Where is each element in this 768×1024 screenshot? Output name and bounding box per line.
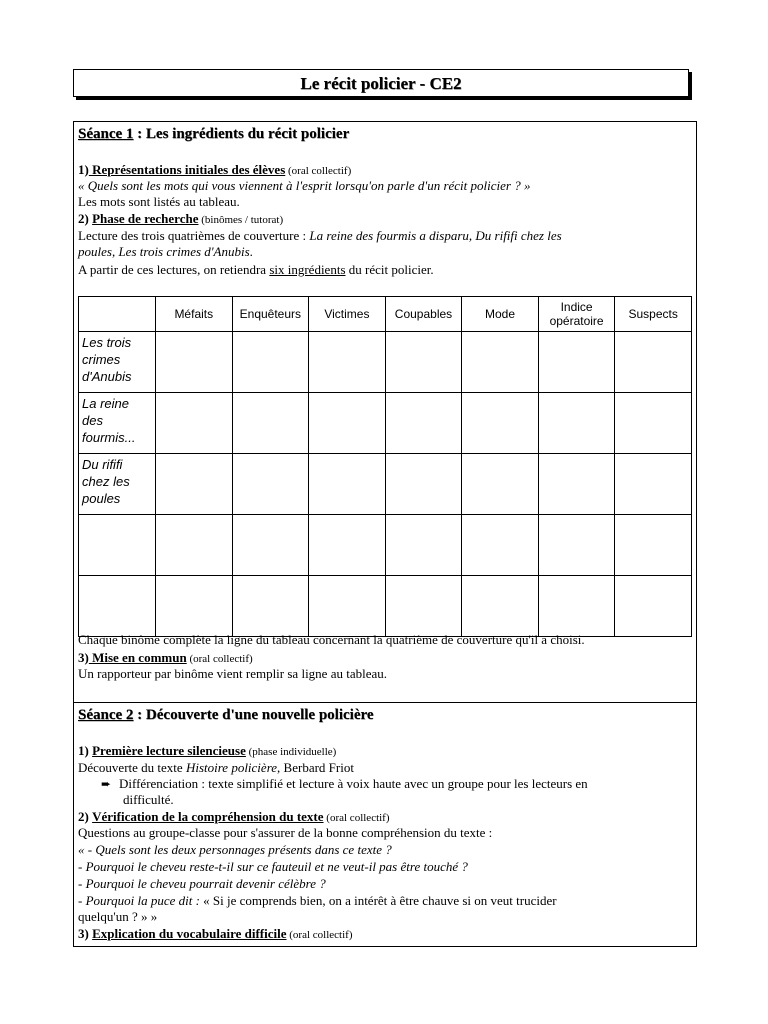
step-1-result: Les mots sont listés au tableau.	[78, 194, 240, 209]
step-2-title: Phase de recherche	[92, 211, 199, 226]
table-cell	[232, 515, 309, 576]
table-row	[79, 393, 692, 454]
table-cell	[538, 393, 615, 454]
header-enqueteurs: Enquêteurs	[232, 297, 309, 332]
table-cell	[615, 332, 692, 393]
table-cell	[156, 332, 233, 393]
s2-step-1-title: Première lecture silencieuse	[92, 743, 246, 758]
step-2-line-1	[78, 228, 562, 244]
table-cell	[538, 576, 615, 637]
after-table-text: Chaque binôme complète la ligne du tableau concernant la quatrième de couverture qu'il a choisi.	[78, 632, 585, 647]
differenciation-bullet	[101, 776, 588, 792]
six-ingredients: six ingrédients	[269, 262, 346, 277]
table-cell	[462, 393, 539, 454]
step-2-heading	[78, 211, 283, 228]
step-1-title: Représentations initiales des élèves	[88, 162, 286, 177]
step-1-question: « Quels sont les mots qui vous viennent à l'esprit lorsqu'on parle d'un récit policier ? »	[78, 178, 531, 193]
step-2-titles-cont: poules, Les trois crimes d'Anubis	[78, 244, 250, 259]
table-cell	[232, 576, 309, 637]
question-4	[78, 893, 557, 909]
question-3: - Pourquoi le cheveu pourrait devenir célèbre ?	[78, 876, 326, 891]
step-2-note: (binômes / tutorat)	[198, 214, 284, 226]
seance-1-label: Séance 1	[78, 126, 134, 142]
step-1-note: (oral collectif)	[285, 165, 352, 177]
s2-step-1-text	[78, 760, 354, 776]
seance-1-title: : Les ingrédients du récit policier	[133, 126, 350, 142]
row-label-line: des	[82, 413, 103, 428]
row-label-line: chez les	[82, 474, 130, 489]
step-3-title: Mise en commun	[88, 650, 187, 665]
question-4-a: - Pourquoi la puce dit :	[78, 893, 204, 908]
table-cell	[385, 393, 462, 454]
bullet-line-2: difficulté.	[123, 792, 174, 807]
page-title: Le récit policier - CE2	[73, 69, 689, 97]
header-mode: Mode	[462, 297, 539, 332]
seance-1-heading	[78, 126, 349, 142]
row-label-line: fourmis...	[82, 430, 136, 445]
step-2-line-3-c: du récit policier.	[345, 262, 434, 277]
s2-step-1-text-a: Découverte du texte	[78, 760, 186, 775]
s2-step-1-heading	[78, 743, 336, 760]
question-4-b: « Si je comprends bien, on a intérêt à être chauve si on veut trucider	[203, 893, 557, 908]
step-2-line-2-end: .	[249, 244, 253, 259]
bullet-line-1: Différenciation : texte simplifié et lecture à voix haute avec un groupe pour les lecteurs en	[119, 776, 588, 791]
header-suspects: Suspects	[615, 297, 692, 332]
table-cell	[309, 515, 386, 576]
row-label-line: d'Anubis	[82, 369, 132, 384]
table-cell	[538, 515, 615, 576]
step-3-text: Un rapporteur par binôme vient remplir sa ligne au tableau.	[78, 666, 388, 681]
table-cell	[232, 393, 309, 454]
step-1-heading	[78, 162, 351, 179]
row-label-line: Les trois	[82, 335, 132, 350]
seance-2-label: Séance 2	[78, 707, 134, 723]
table-cell	[309, 393, 386, 454]
table-corner-cell	[79, 297, 156, 332]
row-label-reine-fourmis	[79, 393, 156, 454]
table-row	[79, 515, 692, 576]
arrow-bullet-icon: ➨	[101, 777, 112, 791]
step-2-line-2	[78, 244, 253, 260]
table-cell	[385, 515, 462, 576]
header-victimes: Victimes	[309, 297, 386, 332]
s2-step-3-number: 3)	[78, 926, 89, 941]
seance-2-section	[73, 703, 697, 947]
step-3-note: (oral collectif)	[186, 653, 253, 665]
row-label-line: crimes	[82, 352, 121, 367]
step-2-line-1-text: Lecture des trois quatrièmes de couverture :	[78, 228, 310, 243]
s2-step-2-heading	[78, 809, 390, 826]
s2-step-1-number: 1)	[78, 743, 89, 758]
seance-2-title: : Découverte d'une nouvelle policière	[133, 707, 374, 723]
s2-step-1-note: (phase individuelle)	[245, 746, 337, 758]
table-cell	[156, 515, 233, 576]
seance-2-heading	[78, 707, 374, 723]
ingredients-table	[78, 296, 692, 637]
question-1: « - Quels sont les deux personnages présents dans ce texte ?	[78, 842, 392, 857]
table-cell	[232, 332, 309, 393]
row-label-empty	[79, 576, 156, 637]
table-cell	[156, 576, 233, 637]
question-4-line-2: quelqu'un ? » »	[78, 909, 158, 924]
book-title: Histoire policière	[185, 760, 278, 775]
table-row	[79, 576, 692, 637]
step-2-number: 2)	[78, 211, 89, 226]
row-label-empty	[79, 515, 156, 576]
row-label-anubis	[79, 332, 156, 393]
table-cell	[232, 454, 309, 515]
s2-step-3-heading	[78, 926, 352, 943]
s2-step-3-note: (oral collectif)	[286, 929, 353, 941]
table-cell	[615, 515, 692, 576]
table-cell	[462, 454, 539, 515]
step-2-line-3-a: A partir de ces lectures, on retiendra	[78, 262, 270, 277]
step-2-line-3	[78, 262, 434, 278]
table-cell	[385, 332, 462, 393]
table-cell	[615, 576, 692, 637]
table-row	[79, 332, 692, 393]
step-3-number: 3)	[78, 650, 89, 665]
table-cell	[538, 454, 615, 515]
s2-step-2-intro: Questions au groupe-classe pour s'assurer de la bonne compréhension du texte :	[78, 825, 493, 840]
header-indice-operatoire	[538, 297, 615, 332]
s2-step-2-title: Vérification de la compréhension du texte	[92, 809, 324, 824]
s2-step-1-text-c: , Berbard Friot	[277, 760, 354, 775]
table-cell	[615, 454, 692, 515]
s2-step-2-note: (oral collectif)	[323, 812, 390, 824]
table-header-row	[79, 297, 692, 332]
table-cell	[462, 515, 539, 576]
table-cell	[538, 332, 615, 393]
row-label-line: Du rififi	[82, 457, 123, 472]
table-cell	[462, 576, 539, 637]
seance-1-section	[73, 121, 697, 703]
table-cell	[156, 393, 233, 454]
table-cell	[309, 576, 386, 637]
table-cell	[156, 454, 233, 515]
step-3-heading	[78, 650, 253, 667]
row-label-rififi	[79, 454, 156, 515]
step-1-number: 1)	[78, 162, 89, 177]
s2-step-3-title: Explication du vocabulaire difficile	[92, 926, 287, 941]
header-coupables: Coupables	[385, 297, 462, 332]
table-cell	[309, 454, 386, 515]
s2-step-2-number: 2)	[78, 809, 89, 824]
table-cell	[462, 332, 539, 393]
question-2: - Pourquoi le cheveu reste-t-il sur ce fauteuil et ne veut-il pas être touché ?	[78, 859, 468, 874]
table-row	[79, 454, 692, 515]
table-cell	[615, 393, 692, 454]
table-cell	[309, 332, 386, 393]
row-label-line: La reine	[82, 396, 129, 411]
header-mefaits: Méfaits	[156, 297, 233, 332]
table-cell	[385, 454, 462, 515]
row-label-line: poules	[82, 491, 121, 506]
table-cell	[385, 576, 462, 637]
header-indice-text: Indice opératoire	[549, 300, 604, 328]
step-2-titles: La reine des fourmis a disparu, Du rififi chez les	[309, 228, 562, 243]
